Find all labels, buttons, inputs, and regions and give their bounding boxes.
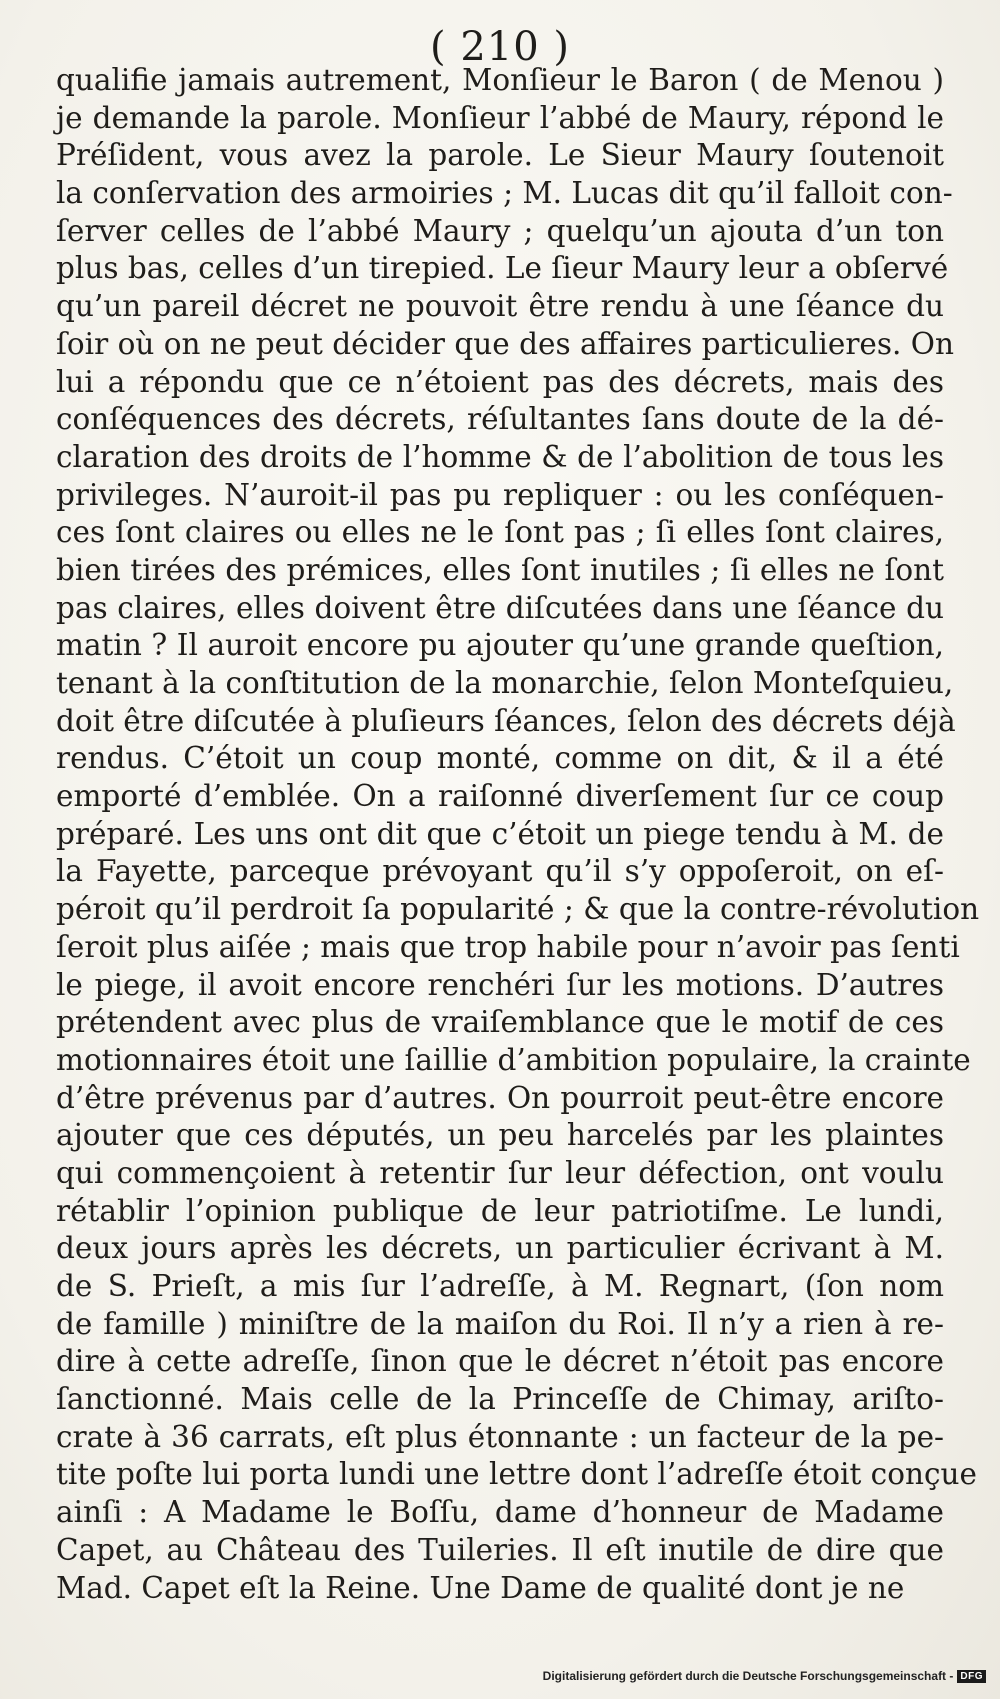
text-line: prétendent avec plus de vraiſemblance que le motif de ces <box>56 1005 944 1040</box>
text-line: Préſident, vous avez la parole. Le Sieur Maury ſoutenoit <box>56 138 944 173</box>
dfg-logo: DFG <box>957 1670 986 1683</box>
text-line: ces ſont claires ou elles ne le ſont pas ; ſi elles ſont claires, <box>56 515 944 550</box>
page-number: ( 210 ) <box>430 24 570 70</box>
text-line: de S. Prieſt, a mis ſur l’adreſſe, à M. Regnart, (ſon nom <box>56 1269 944 1303</box>
text-line: ſerver celles de l’abbé Maury ; quelqu’un ajouta d’un ton <box>56 213 944 248</box>
text-line: le piege, il avoit encore renchéri ſur les motions. D’autres <box>56 967 944 1002</box>
text-line: emporté d’emblée. On a raiſonné diverſement ſur ce coup <box>56 779 944 814</box>
text-line: crate à 36 carrats, eſt plus étonnante : un facteur de la pe- <box>56 1419 944 1454</box>
text-line: qualifie jamais autrement, Monſieur le Baron ( de Menou ) <box>56 63 944 97</box>
text-line: péroit qu’il perdroit ſa popularité ; & que la contre-révolution <box>56 892 980 927</box>
text-line: qui commençoient à retentir ſur leur défection, ont voulu <box>56 1155 944 1190</box>
text-line: rétablir l’opinion publique de leur patriotiſme. Le lundi, <box>56 1193 944 1228</box>
text-line: ainſi : A Madame le Boſſu, dame d’honneur de Madame <box>56 1495 944 1530</box>
text-line: ſoir où on ne peut décider que des affaires particulieres. On <box>56 326 954 361</box>
text-line: la Fayette, parceque prévoyant qu’il s’y oppoſeroit, on eſ- <box>56 854 944 889</box>
text-line: de famille ) miniſtre de la maiſon du Roi. Il n’y a rien à re- <box>56 1306 944 1341</box>
text-line: d’être prévenus par d’autres. On pourroit peut-être encore <box>56 1080 944 1115</box>
text-line: motionnaires étoit une ſaillie d’ambition populaire, la crainte <box>56 1042 971 1077</box>
text-line: rendus. C’étoit un coup monté, comme on dit, & il a été <box>56 741 944 776</box>
text-line: tite poſte lui porta lundi une lettre dont l’adreſſe étoit conçue <box>56 1457 977 1492</box>
text-line: doit être diſcutée à pluſieurs ſéances, ſelon des décrets déjà <box>56 703 956 738</box>
text-line: ſanctionné. Mais celle de la Princeſſe de Chimay, ariſto- <box>56 1382 944 1417</box>
text-line: je demande la parole. Monſieur l’abbé de Maury, répond le <box>56 100 944 135</box>
text-line: ſeroit plus aiſée ; mais que trop habile pour n’avoir pas ſenti <box>56 929 960 964</box>
text-line: lui a répondu que ce n’étoient pas des décrets, mais des <box>56 364 944 399</box>
digitization-credit <box>543 1669 986 1683</box>
text-line: conſéquences des décrets, réſultantes ſans doute de la dé- <box>56 402 944 437</box>
text-line: plus bas, celles d’un tirepied. Le ſieur Maury leur a obſervé <box>56 251 949 286</box>
body-text <box>56 62 980 1607</box>
text-line: pas claires, elles doivent être diſcutées dans une ſéance du <box>56 590 944 625</box>
text-line: matin ? Il auroit encore pu ajouter qu’une grande queſtion, <box>56 628 944 663</box>
text-line: tenant à la conſtitution de la monarchie, ſelon Monteſquieu, <box>56 666 954 700</box>
text-line: claration des droits de l’homme & de l’abolition de tous les <box>56 439 944 474</box>
text-line: Capet, au Château des Tuileries. Il eſt inutile de dire que <box>56 1532 944 1567</box>
text-line: ajouter que ces députés, un peu harcelés par les plaintes <box>56 1118 944 1153</box>
text-line: Mad. Capet eſt la Reine. Une Dame de qualité dont je ne <box>56 1570 905 1605</box>
text-line: deux jours après les décrets, un particulier écrivant à M. <box>56 1231 944 1266</box>
text-line: préparé. Les uns ont dit que c’étoit un piege tendu à M. de <box>56 816 944 851</box>
credit-text: Digitalisierung gefördert durch die Deutsche Forschungsgemeinschaft - <box>542 1669 954 1683</box>
text-line: dire à cette adreſſe, ſinon que le décret n’étoit pas encore <box>56 1344 944 1379</box>
text-line: la conſervation des armoiries ; M. Lucas dit qu’il falloit con- <box>56 176 953 211</box>
text-line: qu’un pareil décret ne pouvoit être rendu à une ſéance du <box>56 289 944 324</box>
text-line: privileges. N’auroit-il pas pu repliquer : ou les conſéquen- <box>56 477 944 512</box>
text-line: bien tirées des prémices, elles ſont inutiles ; ſi elles ne ſont <box>56 552 944 587</box>
